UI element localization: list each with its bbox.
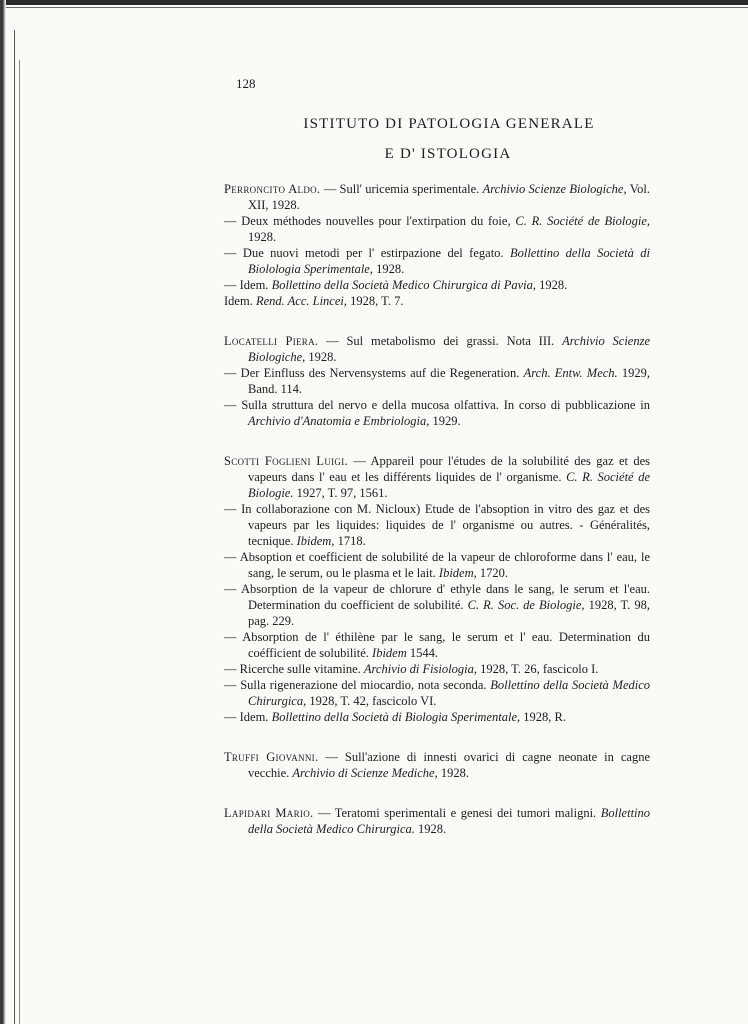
entry-text: Ricerche sulle vitamine. [239,662,361,676]
entry-dash: — [224,502,237,516]
entry-text: Teratomi sperimentali e genesi dei tumori maligni. [334,806,597,820]
entry-dash: — [323,182,337,196]
entry-source: Rend. Acc. Lincei, [255,294,347,308]
entry-source: Archivio d'Anatomia e Embriologia, [248,414,430,428]
entry-dash: — [224,582,237,596]
entry-details: 1928. [418,822,447,836]
entry-dash: — [317,806,331,820]
bibliography-list [224,181,650,861]
entry-source: Ibidem [372,646,407,660]
entry-dash: — [326,334,339,348]
entry-dash: — [224,398,237,412]
page-number: 128 [236,76,256,91]
entry-text: Idem. [224,294,253,308]
entry-details: 1928. [440,766,469,780]
entry-text: Sulla struttura del nervo e della mucosa olfattiva. In corso di pubblicazione in [241,398,650,412]
author-group [224,453,650,725]
bibliography-entry [224,581,650,629]
bibliography-entry [224,661,650,677]
bibliography-entry [224,549,650,581]
entry-text: Sulla rigenerazione del miocardio, nota seconda. [240,678,487,692]
top-border [0,0,748,5]
entry-source: C. R. Soc. de Biologie, [467,598,585,612]
entry-source: Archivio Scienze Biologiche, [248,334,651,364]
entry-source: Arch. Entw. Mech. [523,366,618,380]
entry-details: 1929, Band. 114. [248,366,650,396]
section-title-line1: ISTITUTO DI PATOLOGIA GENERALE [303,116,595,132]
entry-details: 1544. [409,646,439,660]
author-name: Truffi Giovanni. [224,750,319,764]
entry-text: Due nuovi metodi per l' estirpazione del fegato. [242,246,504,260]
entry-details: 1928, R. [523,710,566,724]
entry-source: Archivio di Scienze Mediche, [292,766,438,780]
entry-text: Sull'azione di innesti ovarici di cagne neonate in cagne vecchie. [248,750,651,780]
bibliography-entry [224,805,650,837]
entry-details: 1928. [308,350,337,364]
entry-source: Archivio Scienze Biologiche, [482,182,627,196]
entry-text: Der Einfluss des Nervensystems auf die Regeneration. [240,366,520,380]
entry-dash: — [224,550,237,564]
bibliography-entry [224,749,650,781]
entry-dash: — [224,278,237,292]
entry-text: Sul metabolismo dei grassi. Nota III. [346,334,555,348]
binding-line-inner [19,60,20,1024]
bibliography-entry [224,501,650,549]
entry-dash: — [224,214,237,228]
author-name: Locatelli Piera. [224,334,319,348]
entry-text: Idem. [239,278,269,292]
author-name: Scotti Foglieni Luigi. [224,454,348,468]
author-group [224,181,650,309]
entry-dash: — [353,454,366,468]
top-border-line [0,7,748,8]
bibliography-entry [224,333,650,365]
entry-text: Sull' uricemia sperimentale. [339,182,480,196]
entry-source: Bollettino della Società di Biologia Sperimentale, [271,710,521,724]
entry-details: 1718. [337,534,366,548]
entry-text: Absorption de la vapeur de chlorure d' ethyle dans le sang, le serum et l'eau. Determination du coefficient de solubilité. [241,582,651,612]
entry-dash: — [224,678,237,692]
bibliography-entry [224,293,650,309]
entry-dash: — [325,750,338,764]
entry-text: Absoption et coefficient de solubilité de la vapeur de chloroforme dans l' eau, le sang, le serum, ou le plasma et le lait. [239,550,651,580]
entry-dash: — [224,246,237,260]
entry-source: Ibidem, [296,534,335,548]
bibliography-entry [224,709,650,725]
entry-text: Appareil pour l'études de la solubilité des gaz et des vapeurs dans l' eau et les différents liquides de l' organisme. [248,454,651,484]
entry-text: Deux méthodes nouvelles pour l'extirpation du foie, [241,214,511,228]
bibliography-entry [224,245,650,277]
entry-source: Bollettino della Società Medico Chirurgica. [248,806,651,836]
entry-details: 1928. [376,262,405,276]
bibliography-entry [224,453,650,501]
entry-details: 1720. [479,566,509,580]
entry-details: 1928, T. 42, fascicolo VI. [309,694,437,708]
entry-details: 1929. [432,414,461,428]
author-name: Perroncito Aldo. [224,182,321,196]
entry-details: Vol. XII, 1928. [248,182,650,212]
entry-source: Bollettino della Società Medico Chirurgica di Pavia, [271,278,536,292]
author-group [224,749,650,781]
bibliography-entry [224,181,650,213]
author-group [224,333,650,429]
bibliography-entry [224,213,650,245]
bibliography-entry [224,629,650,661]
bibliography-entry [224,677,650,709]
entry-details: 1928. [539,278,568,292]
entry-text: Idem. [239,710,269,724]
entry-source: Bollettino della Società di Biolologia Sperimentale, [248,246,651,276]
entry-text: In collaborazione con M. Nicloux) Etude de l'absoption in vitro des gaz et des vapeurs par les liquides: liquides de l' organisme ou autres. - Généralités, tecnique. [241,502,650,548]
entry-details: 1927, T. 97, 1561. [296,486,388,500]
entry-dash: — [224,366,237,380]
bibliography-entry [224,365,650,397]
entry-source: Bollettino della Società Medico Chirurgica, [248,678,651,708]
entry-dash: — [224,710,237,724]
entry-source: Ibidem, [438,566,477,580]
entry-details: 1928, T. 26, fascicolo I. [480,662,599,676]
author-name: Lapidari Mario. [224,806,314,820]
entry-source: C. R. Société de Biologie, [515,214,650,228]
bibliography-entry [224,277,650,293]
entry-source: C. R. Société de Biologie. [248,470,650,500]
entry-dash: — [224,662,237,676]
section-title-line2: E D' ISTOLOGIA [384,146,512,162]
binding-line [14,30,15,1024]
entry-dash: — [224,630,237,644]
author-group [224,805,650,837]
entry-text: Absorption de l' éthilène par le sang, le serum et l' eau. Determination du coéfficient de solubilité. [242,630,650,660]
entry-details: 1928, T. 7. [350,294,404,308]
entry-details: 1928. [248,230,277,244]
bibliography-entry [224,397,650,429]
entry-source: Archivio di Fisiologia, [363,662,477,676]
entry-details: 1928, T. 98, pag. 229. [248,598,651,628]
